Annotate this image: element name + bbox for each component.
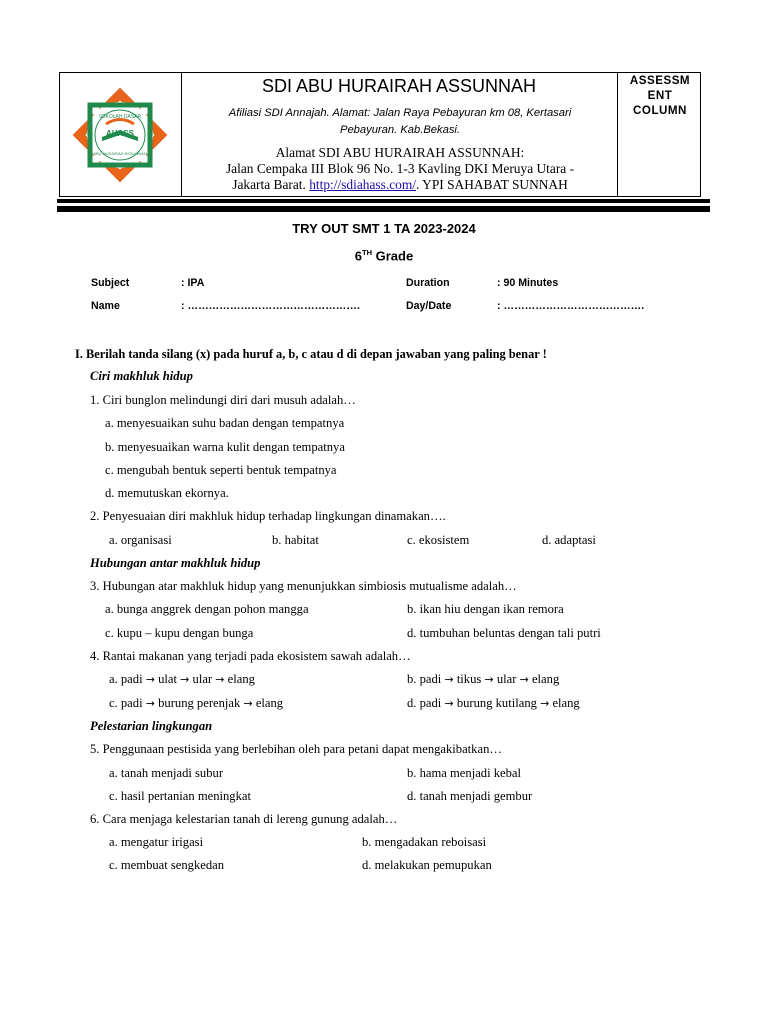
q6-option-a[interactable]: a. mengatur irigasi — [109, 835, 204, 849]
q6-option-b[interactable]: b. mengadakan reboisasi — [362, 835, 487, 849]
assessment-column — [620, 73, 700, 118]
instruction: I. Berilah tanda silang (x) pada huruf a, b, c atau d di depan jawaban yang paling benar ! — [75, 347, 547, 361]
chain-item: burung kutilang — [456, 696, 537, 710]
school-address — [188, 145, 612, 193]
assessment-line-3: COLUMN — [633, 104, 687, 117]
header-divider-right — [617, 73, 618, 196]
logo-center-text: AHASS — [105, 129, 135, 138]
q5-option-c[interactable]: c. hasil pertanian meningkat — [109, 789, 251, 803]
q4-option-d[interactable] — [407, 696, 580, 711]
q1-option-d[interactable]: d. memutuskan ekornya. — [105, 486, 229, 500]
q6-option-d[interactable]: d. melakukan pemupukan — [362, 858, 492, 872]
question-4: 4. Rantai makanan yang terjadi pada ekosistem sawah adalah… — [90, 649, 411, 663]
date-field[interactable]: : …………………………………. — [497, 300, 645, 312]
chain-item: ular — [192, 672, 213, 686]
address-city: Jakarta Barat. — [232, 177, 310, 192]
arrow-right-icon: → — [444, 673, 454, 686]
duration-label: Duration — [406, 277, 450, 289]
chain-item: elang — [552, 696, 580, 710]
arrow-right-icon: → — [484, 673, 494, 686]
q1-option-b[interactable]: b. menyesuaikan warna kulit dengan tempatnya — [105, 440, 345, 454]
exam-grade — [0, 248, 768, 263]
assessment-line-2: ENT — [647, 89, 673, 102]
section-heading: Pelestarian lingkungan — [90, 719, 213, 733]
q4-option-a[interactable] — [109, 672, 255, 687]
chain-item: b. padi — [407, 672, 442, 686]
arrow-right-icon: → — [215, 673, 225, 686]
chain-item: elang — [531, 672, 560, 686]
q3-option-b[interactable]: b. ikan hiu dengan ikan remora — [407, 602, 564, 616]
arrow-right-icon: → — [145, 697, 155, 710]
question-1: 1. Ciri bunglon melindungi diri dari musuh adalah… — [90, 393, 356, 407]
grade-word: Grade — [372, 248, 414, 264]
q4-option-c[interactable] — [109, 696, 283, 711]
q1-option-a[interactable]: a. menyesuaikan suhu badan dengan tempatnya — [105, 416, 345, 430]
question-5: 5. Penggunaan pestisida yang berlebihan oleh para petani dapat mengakibatkan… — [90, 742, 502, 756]
address-line-3 — [188, 177, 612, 193]
school-logo — [64, 79, 176, 191]
grade-number: 6 — [354, 248, 363, 264]
duration-value: : 90 Minutes — [497, 277, 559, 289]
chain-item: elang — [227, 672, 255, 686]
question-6: 6. Cara menjaga kelestarian tanah di lereng gunung adalah… — [90, 812, 398, 826]
q5-option-d[interactable]: d. tanah menjadi gembur — [407, 789, 533, 803]
school-name: SDI ABU HURAIRAH ASSUNNAH — [261, 76, 537, 96]
affiliation-line-2: Pebayuran. Kab.Bekasi. — [339, 124, 461, 136]
subject-label: Subject — [91, 277, 130, 289]
q2-option-a[interactable]: a. organisasi — [109, 533, 172, 547]
chain-item: tikus — [456, 672, 482, 686]
website-link[interactable]: http://sdiahass.com/ — [309, 177, 416, 192]
arrow-right-icon: → — [180, 673, 190, 686]
chain-item: ulat — [158, 672, 177, 686]
q3-option-c[interactable]: c. kupu – kupu dengan bunga — [105, 626, 254, 640]
q2-option-c[interactable]: c. ekosistem — [407, 533, 470, 547]
logo-top-text: SEKOLAH DASAR — [98, 114, 142, 120]
q6-option-c[interactable]: c. membuat sengkedan — [109, 858, 225, 872]
subject-value: : IPA — [181, 277, 205, 289]
address-line-2: Jalan Cempaka III Blok 96 No. 1-3 Kavling DKI Meruya Utara - — [225, 161, 575, 176]
chain-item: d. padi — [407, 696, 442, 710]
foundation-name: . YPI SAHABAT SUNNAH — [415, 177, 568, 192]
arrow-right-icon: → — [444, 697, 454, 710]
chain-item: a. padi — [109, 672, 143, 686]
header-rule-thick — [57, 206, 710, 212]
header-rule-thin — [57, 199, 710, 203]
affiliation-line-1: Afiliasi SDI Annajah. Alamat: Jalan Raya Pebayuran km 08, Kertasari — [228, 107, 572, 119]
school-affiliation — [188, 105, 612, 139]
chain-item: c. padi — [109, 696, 143, 710]
assessment-line-1: ASSESSM — [629, 74, 691, 87]
q3-option-a[interactable]: a. bunga anggrek dengan pohon mangga — [105, 602, 309, 616]
arrow-right-icon: → — [145, 673, 155, 686]
section-heading: Hubungan antar makhluk hidup — [90, 556, 261, 570]
arrow-right-icon: → — [243, 697, 253, 710]
name-label: Name — [91, 300, 120, 312]
logo-bottom-text: ABU HURAIRAH ASSUNNAH — [93, 151, 147, 156]
q5-option-b[interactable]: b. hama menjadi kebal — [407, 766, 522, 780]
arrow-right-icon: → — [519, 673, 529, 686]
q1-option-c[interactable]: c. mengubah bentuk seperti bentuk tempatnya — [105, 463, 337, 477]
q2-option-d[interactable]: d. adaptasi — [542, 533, 596, 547]
q3-option-d[interactable]: d. tumbuhan beluntas dengan tali putri — [407, 626, 601, 640]
chain-item: burung perenjak — [158, 696, 241, 710]
exam-title: TRY OUT SMT 1 TA 2023-2024 — [292, 221, 476, 236]
grade-suffix: TH — [362, 248, 373, 257]
name-field[interactable]: : …………………………………………. — [181, 300, 360, 312]
question-3: 3. Hubungan atar makhluk hidup yang menunjukkan simbiosis mutualisme adalah… — [90, 579, 517, 593]
address-line-1: Alamat SDI ABU HURAIRAH ASSUNNAH: — [275, 145, 525, 160]
section-heading: Ciri makhluk hidup — [90, 369, 193, 383]
q5-option-a[interactable]: a. tanah menjadi subur — [109, 766, 224, 780]
chain-item: elang — [255, 696, 284, 710]
q2-option-b[interactable]: b. habitat — [272, 533, 319, 547]
q4-option-b[interactable] — [407, 672, 559, 687]
arrow-right-icon: → — [540, 697, 550, 710]
question-2: 2. Penyesuaian diri makhluk hidup terhadap lingkungan dinamakan…. — [90, 509, 446, 523]
chain-item: ular — [496, 672, 517, 686]
date-label: Day/Date — [406, 300, 452, 312]
header-table — [59, 72, 701, 197]
